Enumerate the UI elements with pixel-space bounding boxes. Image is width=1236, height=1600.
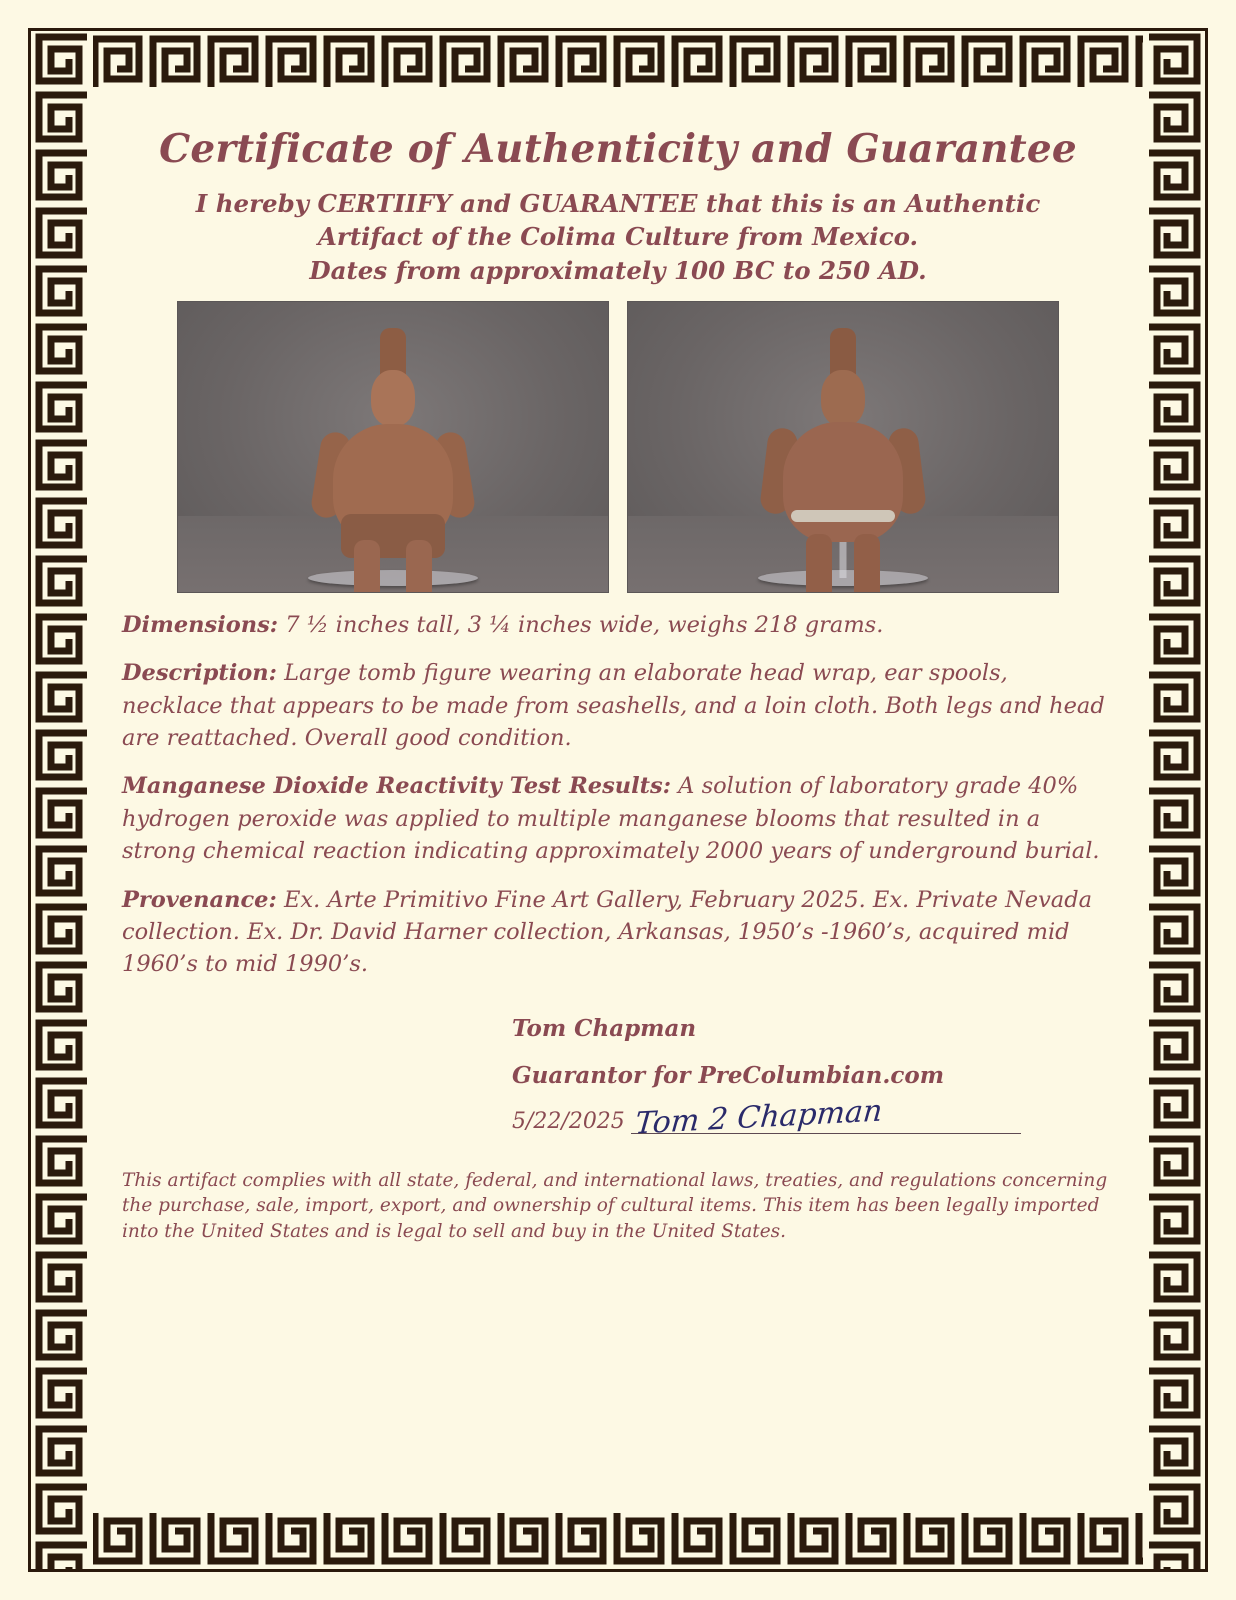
field-manganese-test-value: A solution of laboratory grade 40% hydrogen peroxide was applied to multiple manganese blooms that resulted in a strong chemical reaction indicating approximately 2000 years of underground burial. — [122, 773, 1100, 865]
signature-line-row — [512, 1093, 1114, 1142]
field-manganese-test-label: Manganese Dioxide Reactivity Test Results: — [122, 773, 672, 800]
artifact-photo-front — [177, 301, 609, 593]
figure-left-leg-back — [806, 534, 832, 593]
field-description-value: Large tomb figure wearing an elaborate head wrap, ear spools, necklace that appears to be made from seashells, and a loin cloth. Both legs and head are reattached. Overall good condition. — [122, 660, 1105, 751]
signature-block — [122, 1014, 1114, 1142]
colima-figure-front — [298, 328, 488, 578]
field-dimensions — [122, 609, 1114, 641]
guarantor-role: Guarantor for PreColumbian.com — [512, 1061, 945, 1089]
figure-head-front — [371, 370, 415, 426]
field-manganese-test — [122, 770, 1114, 867]
artifact-photo-back — [627, 301, 1059, 593]
figure-mount-band-back — [791, 510, 895, 522]
artifact-photo-gallery — [122, 301, 1114, 593]
figure-right-leg-front — [406, 540, 432, 593]
certificate-content — [100, 100, 1136, 1500]
signature-date: 5/22/2025 — [512, 1108, 625, 1134]
page-title: Certificate of Authenticity and Guarantee — [159, 126, 1077, 172]
certify-line-2: Artifact of the Colima Culture from Mexico. — [317, 222, 919, 252]
certify-line-1: I hereby CERTIIFY and GUARANTEE that this is an Authentic — [195, 188, 1041, 218]
certify-line-3: Dates from approximately 100 BC to 250 AD. — [309, 255, 927, 285]
field-provenance — [122, 884, 1114, 981]
handwritten-signature: Tom 2 Chapman — [633, 1093, 884, 1142]
legal-fineprint: This artifact complies with all state, federal, and international laws, treaties, and regulations concerning the purchase, sale, import, export, and ownership of cultural items. This item has been legally imported into the United States and is legal to sell and buy in the United States. — [122, 1169, 1108, 1242]
field-provenance-value: Ex. Arte Primitivo Fine Art Gallery, February 2025. Ex. Private Nevada collection. Ex. Dr. David Harner collection, Arkansas, 1950’s -1960’s, acquired mid 1960’s to mid 1990’s. — [122, 886, 1093, 978]
certify-statement — [122, 187, 1114, 287]
figure-right-leg-back — [854, 534, 880, 593]
field-description-label: Description: — [122, 660, 277, 687]
signature-line — [631, 1093, 1021, 1142]
figure-head-back — [821, 370, 865, 426]
figure-torso-back — [783, 422, 903, 542]
field-provenance-label: Provenance: — [122, 886, 277, 913]
figure-left-leg-front — [354, 540, 380, 593]
colima-figure-back — [748, 328, 938, 578]
field-description — [122, 657, 1114, 754]
guarantor-name: Tom Chapman — [512, 1014, 697, 1042]
field-dimensions-value: 7 ½ inches tall, 3 ¼ inches wide, weighs 218 grams. — [278, 611, 884, 638]
field-dimensions-label: Dimensions: — [122, 611, 279, 638]
